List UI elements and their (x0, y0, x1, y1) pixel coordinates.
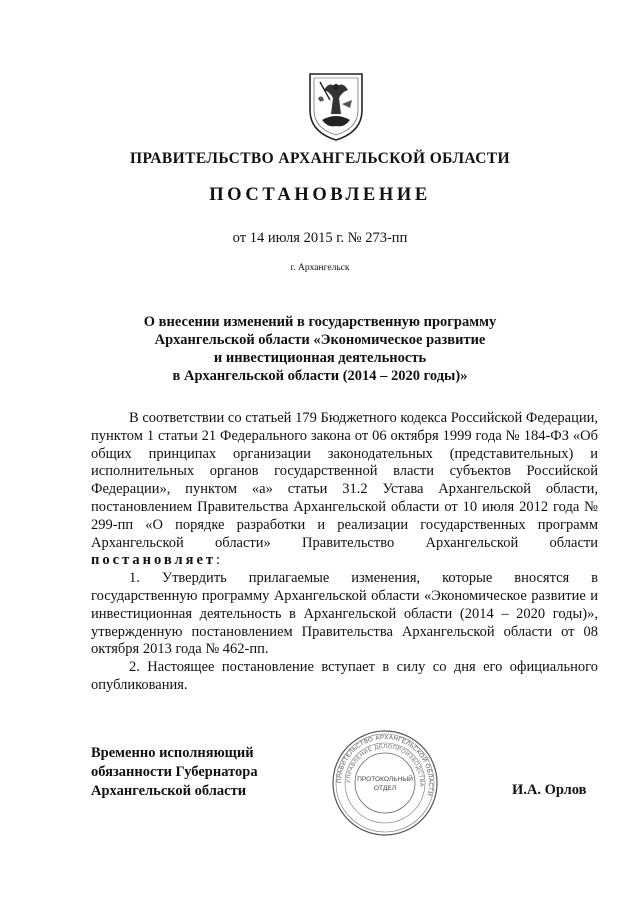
decree-word: постановляет (91, 552, 217, 569)
document-city: г. Архангельск (290, 263, 350, 273)
decree-colon: : (216, 552, 221, 569)
stamp-outer-text: ПРАВИТЕЛЬСТВО АРХАНГЕЛЬСКОЙ ОБЛАСТИ (335, 733, 435, 797)
document-type: ПОСТАНОВЛЕНИЕ (209, 185, 431, 205)
signatory-position-line: Временно исполняющий (91, 745, 254, 761)
signatory-position (91, 744, 258, 801)
document-body (91, 410, 598, 695)
stamp-center-line: ПРОТОКОЛЬНЫЙ (357, 776, 413, 783)
item-2-paragraph: 2. Настоящее постановление вступает в силу со дня его официального опубликования. (91, 659, 598, 693)
preamble-paragraph (91, 410, 598, 570)
title-line: О внесении изменений в государственную программу (143, 314, 497, 330)
document-title (100, 313, 540, 385)
title-line: в Архангельской области (2014 – 2020 годы)» (172, 368, 468, 384)
stamp-center-line: ОТДЕЛ (373, 785, 397, 792)
signatory-position-line: Архангельской области (91, 783, 247, 799)
signatory-position-line: обязанности Губернатора (91, 764, 258, 780)
signatory-name: И.А. Орлов (512, 782, 587, 798)
item-1-paragraph: 1. Утвердить прилагаемые изменения, которые вносятся в государственную программу Архангельской области «Экономическое развитие и инвестиционная деятельность в Архангельской области (2014 – 2020 годы)», утвержденную постановлением Правительства Архангельской области от 08 октября 2013 года № 462-пп. (91, 570, 598, 658)
organization-name: ПРАВИТЕЛЬСТВО АРХАНГЕЛЬСКОЙ ОБЛАСТИ (129, 150, 510, 167)
title-line: и инвестиционная деятельность (213, 350, 427, 366)
preamble-text: В соответствии со статьей 179 Бюджетного кодекса Российской Федерации, пунктом 1 статьи 21 Федерального закона от 06 октября 1999 года № 184-ФЗ «Об общих принципах организации законодательных (представительных) и исполнительных органов государственной власти субъектов Российской Федерации», пунктом «а» статьи 31.2 Устава Архангельской области, постановлением Правительства Архангельской области от 10 июля 2012 года № 299-пп «О порядке разработки и реализации государственных программ Архангельской области» Правительство Архангельской области (91, 410, 598, 551)
official-seal-stamp (330, 728, 440, 838)
stamp-inner-text: УПРАВЛЕНИЕ ДЕЛОПРОИЗВОДСТВА (345, 743, 425, 788)
document-date-number: от 14 июля 2015 г. № 273-пп (232, 230, 408, 246)
title-line: Архангельской области «Экономическое развитие (154, 332, 486, 348)
archangel-coat-of-arms-icon (306, 70, 366, 142)
